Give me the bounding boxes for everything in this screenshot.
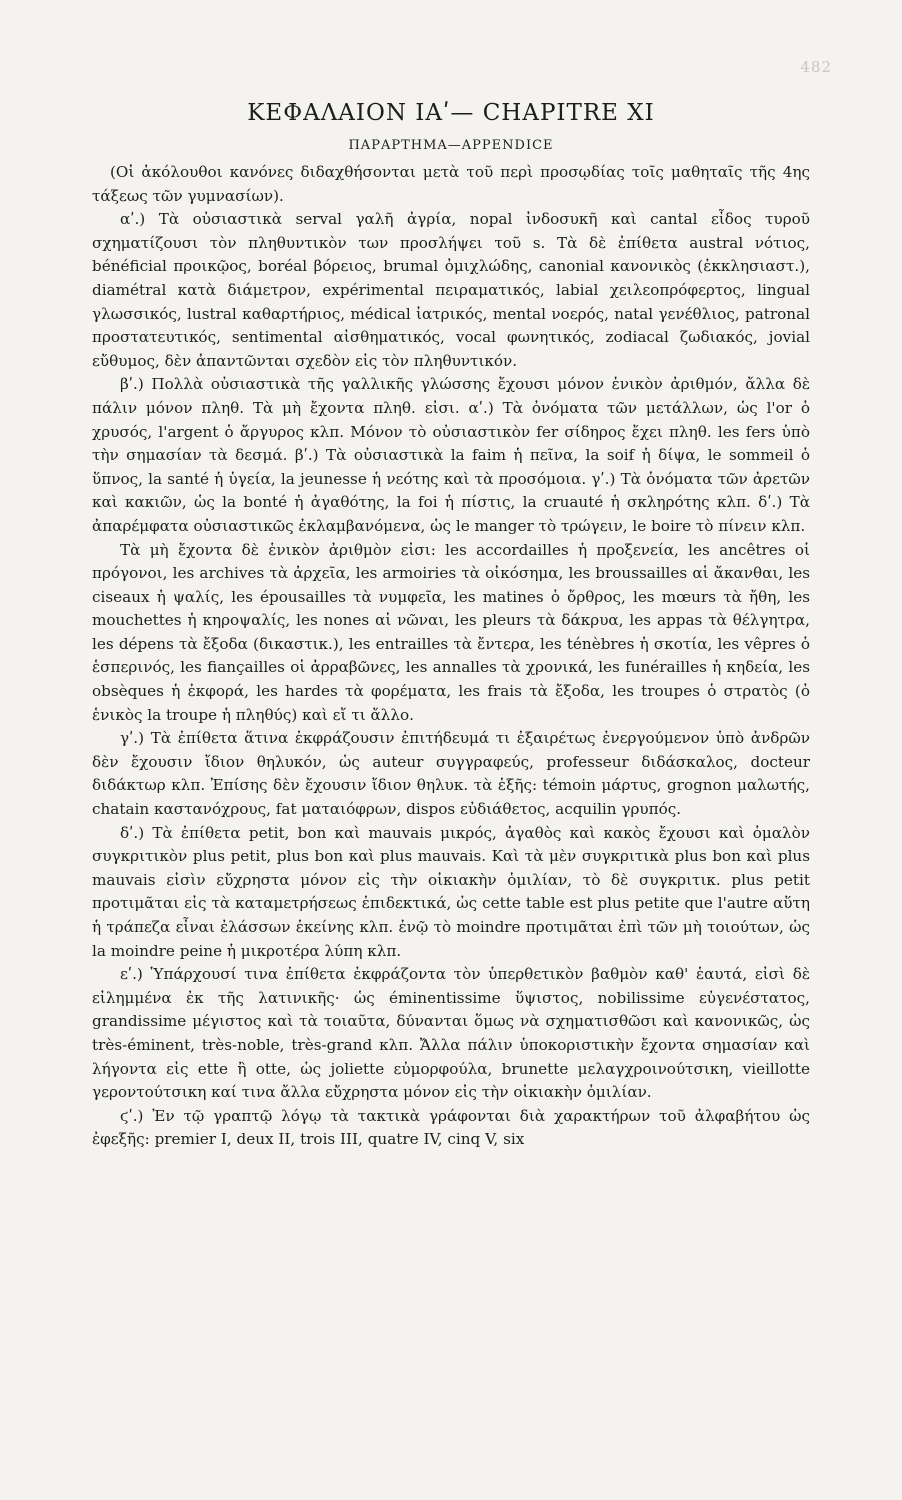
page-body bbox=[92, 100, 810, 1152]
bleed-through-page-number: 482 bbox=[800, 58, 832, 76]
paragraph-epsilon: εʹ.) Ὑπάρχουσί τινα ἐπίθετα ἐκφράζοντα τὸν ὑπερθετικὸν βαθμὸν καθ' ἑαυτά, εἰσὶ δὲ εἰλημμένα ἐκ τῆς λατινικῆς· ὡς éminentissime ὕψιστος, nobilissime εὐγενέστατος, grandissime μέγιστος καὶ τὰ τοιαῦτα, δύνανται ὅμως νὰ σχηματισθῶσι καὶ κανονικῶς, ὡς très-éminent, très-noble, très-grand κλπ. Ἄλλα πάλιν ὑποκοριστικὴν ἔχοντα σημασίαν καὶ λήγοντα εἰς ette ἢ otte, ὡς joliette εὐμορφούλα, brunette μελαγχροινούτσικη, vieillotte γεροντούτσικη καί τινα ἄλλα εὔχρηστα μόνον εἰς τὴν οἰκιακὴν ὁμιλίαν. bbox=[92, 965, 810, 1102]
paragraph-delta: δʹ.) Τὰ ἐπίθετα petit, bon καὶ mauvais μικρός, ἀγαθὸς καὶ κακὸς ἔχουσι καὶ ὁμαλὸν συγκριτικὸν plus petit, plus bon καὶ plus mauvais. Καὶ τὰ μὲν συγκριτικὰ plus bon καὶ plus mauvais εἰσὶν εὔχρηστα μόνον εἰς τὴν οἰκιακὴν ὁμιλίαν, τὸ δὲ συγκριτικ. plus petit προτιμᾶται εἰς τὰ καταμετρήσεως ἐπιδεκτικά, ὡς cette table est plus petite que l'autre αὕτη ἡ τράπεζα εἶναι ἐλάσσων ἐκείνης κλπ. ἐνῷ τὸ moindre προτιμᾶται ἐπὶ τῶν μὴ τοιούτων, ὡς la moindre peine ἡ μικροτέρα λύπη κλπ. bbox=[92, 823, 810, 960]
paragraph-intro: (Οἱ ἀκόλουθοι κανόνες διδαχθήσονται μετὰ τοῦ περὶ προσῳδίας τοῖς μαθηταῖς τῆς 4ης τάξεως τῶν γυμνασίων). bbox=[92, 163, 810, 205]
paragraph-gamma: γʹ.) Τὰ ἐπίθετα ἅτινα ἐκφράζουσιν ἐπιτήδευμά τι ἐξαιρέτως ἐνεργούμενον ὑπὸ ἀνδρῶν δὲν ἔχουσιν ἴδιον θηλυκόν, ὡς auteur συγγραφεύς, professeur διδάσκαλος, docteur διδάκτωρ κλπ. Ἐπίσης δὲν ἔχουσιν ἴδιον θηλυκ. τὰ ἑξῆς: témoin μάρτυς, grognon μαλωτής, chatain καστανόχρους, fat ματαιόφρων, dispos εὐδιάθετος, acquilin γρυπός. bbox=[92, 729, 810, 819]
paragraph-stigma: ϛʹ.) Ἐν τῷ γραπτῷ λόγῳ τὰ τακτικὰ γράφονται διὰ χαρακτήρων τοῦ ἀλφαβήτου ὡς ἐφεξῆς: premier I, deux II, trois III, quatre IV, cinq V, six bbox=[92, 1106, 810, 1149]
chapter-heading: ΚΕΦΑΛΑΙΟΝ ΙΑʹ— CHAPITRE XI bbox=[247, 100, 655, 126]
section-heading: ΠΑΡΑΡΤΗΜΑ—APPENDICE bbox=[348, 138, 554, 153]
paragraph-beta: βʹ.) Πολλὰ οὐσιαστικὰ τῆς γαλλικῆς γλώσσης ἔχουσι μόνον ἑνικὸν ἀριθμόν, ἄλλα δὲ πάλιν μόνον πληθ. Τὰ μὴ ἔχοντα πληθ. εἰσι. αʹ.) Τὰ ὀνόματα τῶν μετάλλων, ὡς l'or ὁ χρυσός, l'argent ὁ ἄργυρος κλπ. Μόνον τὸ οὐσιαστικὸν fer σίδηρος ἔχει πληθ. les fers ὑπὸ τὴν σημασίαν τὰ δεσμά. βʹ.) Τὰ οὐσιαστικὰ la faim ἡ πεῖνα, la soif ἡ δίψα, le sommeil ὁ ὕπνος, la santé ἡ ὑγεία, la jeunesse ἡ νεότης καὶ τὰ προσόμοια. γʹ.) Τὰ ὀνόματα τῶν ἀρετῶν καὶ κακιῶν, ὡς la bonté ἡ ἀγαθότης, la foi ἡ πίστις, la cruauté ἡ σκληρότης κλπ. δʹ.) Τὰ ἀπαρέμφατα οὐσιαστικῶς ἐκλαμβανόμενα, ὡς le manger τὸ τρώγειν, le boire τὸ πίνειν κλπ. bbox=[92, 375, 810, 535]
paragraph-alpha: αʹ.) Τὰ οὐσιαστικὰ serval γαλῆ ἀγρία, nopal ἰνδοσυκῆ καὶ cantal εἶδος τυροῦ σχηματίζουσι τὸν πληθυντικὸν των προσλήψει τοῦ s. Τὰ δὲ ἐπίθετα austral νότιος, bénéficial προικῷος, boréal βόρειος, brumal ὀμιχλώδης, canonial κανονικὸς (ἐκκλησιαστ.), diamétral κατὰ διάμετρον, expérimental πειραματικός, labial χειλεοπρόφερτος, lingual γλωσσικός, lustral καθαρτήριος, médical ἰατρικός, mental νοερός, natal γενέθλιος, patronal προστατευτικός, sentimental αἰσθηματικός, vocal φωνητικός, zodiacal ζωδιακός, jovial εὔθυμος, δὲν ἀπαντῶνται σχεδὸν εἰς τὸν πληθυντικόν. bbox=[92, 210, 810, 370]
paragraph-plural-only: Τὰ μὴ ἔχοντα δὲ ἑνικὸν ἀριθμὸν εἰσι: les accordailles ἡ προξενεία, les ancêtres οἱ πρόγονοι, les archives τὰ ἀρχεῖα, les armoiries τὰ οἰκόσημα, les broussailles αἱ ἄκανθαι, les ciseaux ἡ ψαλίς, les épousailles τὰ νυμφεῖα, les matines ὁ ὄρθρος, les mœurs τὰ ἤθη, les mouchettes ἡ κηροψαλίς, les nones αἱ νῶναι, les pleurs τὰ δάκρυα, les appas τὰ θέλγητρα, les dépens τὰ ἔξοδα (δικαστικ.), les entrailles τὰ ἔντερα, les ténèbres ἡ σκοτία, les vêpres ὁ ἑσπερινός, les fiançailles οἱ ἀρραβῶνες, les annalles τὰ χρονικά, les funérailles ἡ κηδεία, les obsèques ἡ ἐκφορά, les hardes τὰ φορέματα, les frais τὰ ἔξοδα, les troupes ὁ στρατὸς (ὁ ἑνικὸς la troupe ἡ πληθύς) καὶ εἴ τι ἄλλο. bbox=[92, 540, 810, 724]
